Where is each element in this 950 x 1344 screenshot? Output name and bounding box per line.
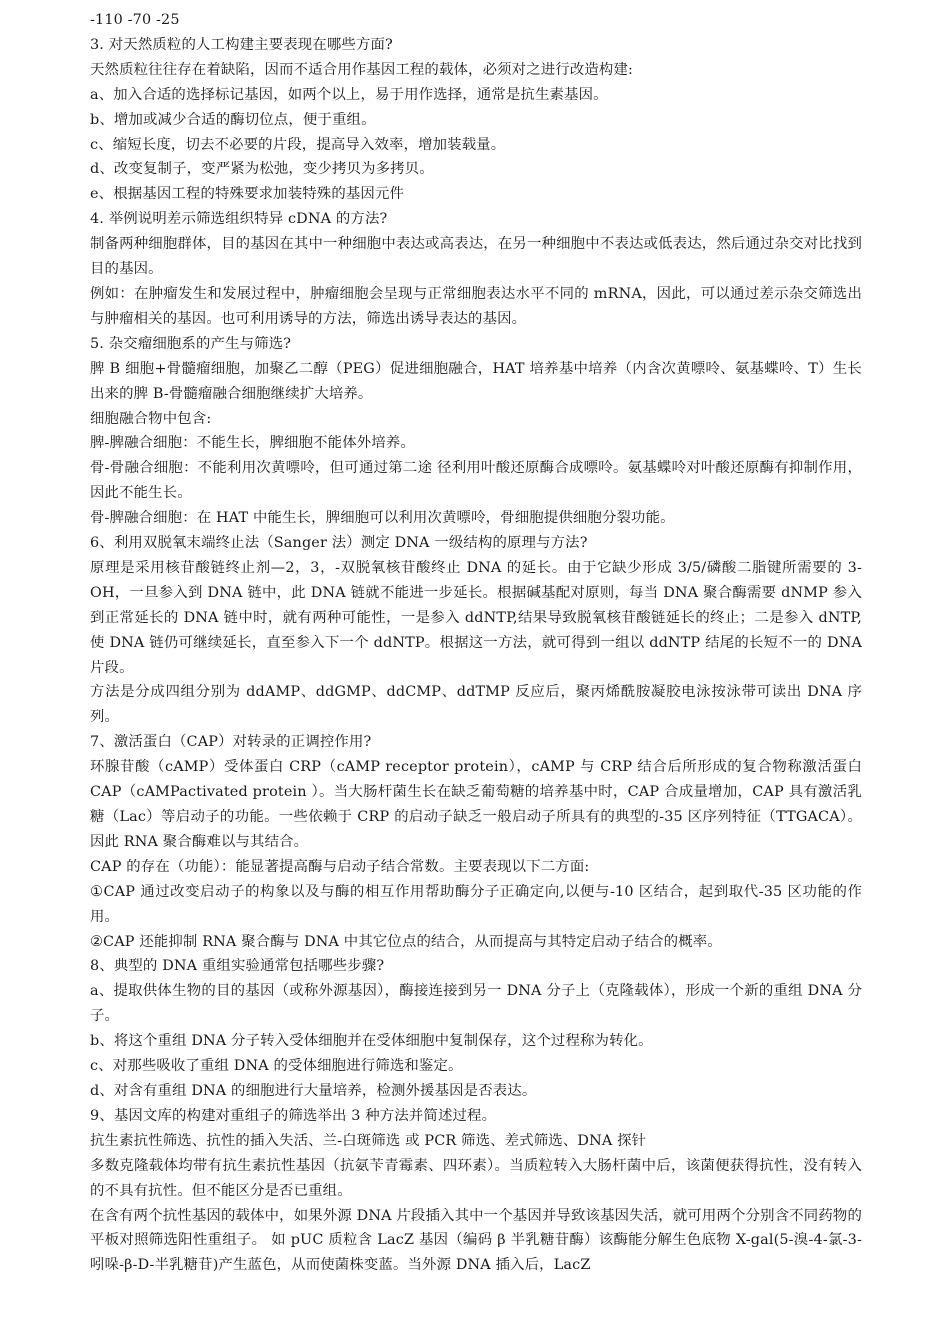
- question-heading: 6、利用双脱氧末端终止法（Sanger 法）测定 DNA 一级结构的原理与方法?: [90, 535, 588, 552]
- paragraph: 在含有两个抗性基因的载体中，如果外源 DNA 片段插入其中一个基因并导致该基因失活，就可用两个分别含不同药物的平板对照筛选阳性重组子。 如 pUC 质粒含 LacZ 基因（编码 β 半乳糖苷酶）该酶能分解生色底物 X-gal(5-溴-4-氯-3-吲哚-β-D-半乳糖苷)产生蓝色，从而使菌株变蓝。当外源 DNA 插入后，LacZ: [90, 1207, 862, 1274]
- list-item: ②CAP 还能抑制 RNA 聚合酶与 DNA 中其它位点的结合，从而提高与其特定启动子结合的概率。: [90, 933, 722, 950]
- list-item: ①CAP 通过改变启动子的构象以及与酶的相互作用帮助酶分子正确定向,以便与-10 区结合，起到取代-35 区功能的作用。: [90, 883, 862, 925]
- paragraph: CAP 的存在（功能）：能显著提高酶与启动子结合常数。主要表现以下二方面:: [90, 858, 590, 875]
- paragraph: 多数克隆载体均带有抗生素抗性基因（抗氨苄青霉素、四环素）。当质粒转入大肠杆菌中后，该菌便获得抗性，没有转入的不具有抗性。但不能区分是否已重组。: [90, 1157, 862, 1199]
- question-heading: 3. 对天然质粒的人工构建主要表现在哪些方面?: [90, 36, 393, 53]
- paragraph: 方法是分成四组分别为 ddAMP、ddGMP、ddCMP、ddTMP 反应后，聚丙烯酰胺凝胶电泳按泳带可读出 DNA 序列。: [90, 684, 862, 726]
- paragraph: 脾-脾融合细胞：不能生长，脾细胞不能体外培养。: [90, 435, 415, 452]
- paragraph: 例如：在肿瘤发生和发展过程中，肿瘤细胞会呈现与正常细胞表达水平不同的 mRNA，因此，可以通过差示杂交筛选出与肿瘤相关的基因。也可利用诱导的方法，筛选出诱导表达的基因。: [90, 285, 862, 327]
- list-item: d、对含有重组 DNA 的细胞进行大量培养，检测外援基因是否表达。: [90, 1082, 537, 1099]
- question-heading: 7、激活蛋白（CAP）对转录的正调控作用?: [90, 734, 372, 751]
- paragraph: 制备两种细胞群体，目的基因在其中一种细胞中表达或高表达，在另一种细胞中不表达或低表达，然后通过杂交对比找到目的基因。: [90, 236, 862, 278]
- paragraph: 抗生素抗性筛选、抗性的插入失活、兰-白斑筛选 或 PCR 筛选、差式筛选、DNA 探针: [90, 1132, 647, 1149]
- paragraph: 环腺苷酸（cAMP）受体蛋白 CRP（cAMP receptor protein），cAMP 与 CRP 结合后所形成的复合物称激活蛋白 CAP（cAMPactivated protein ）。当大肠杆菌生长在缺乏葡萄糖的培养基中时，CAP 合成量增加，CAP 具有激活乳糖（Lac）等启动子的功能。一些依赖于 CRP 的启动子缺乏一般启动子所具有的典型的-35 区序列特征（TTGACA）。因此 RNA 聚合酶难以与其结合。: [90, 759, 862, 850]
- question-heading: 5. 杂交瘤细胞系的产生与筛选?: [90, 335, 292, 352]
- paragraph: 脾 B 细胞+骨髓瘤细胞，加聚乙二醇（PEG）促进细胞融合，HAT 培养基中培养（内含次黄嘌呤、氨基蝶呤、T）生长出来的脾 B-骨髓瘤融合细胞继续扩大培养。: [90, 360, 862, 402]
- text-line: -110 -70 -25: [90, 12, 180, 28]
- list-item: a、提取供体生物的目的基因（或称外源基因），酶接连接到另一 DNA 分子上（克隆载体），形成一个新的重组 DNA 分子。: [90, 983, 862, 1025]
- question-heading: 9、基因文库的构建对重组子的筛选举出 3 种方法并简述过程。: [90, 1107, 497, 1124]
- list-item: e、根据基因工程的特殊要求加装特殊的基因元件: [90, 186, 405, 203]
- question-heading: 8、典型的 DNA 重组实验通常包括哪些步骤?: [90, 958, 385, 975]
- list-item: a、加入合适的选择标记基因，如两个以上，易于用作选择，通常是抗生素基因。: [90, 86, 608, 103]
- paragraph: 天然质粒往往存在着缺陷，因而不适合用作基因工程的载体，必须对之进行改造构建:: [90, 61, 634, 78]
- list-item: b、增加或减少合适的酶切位点，便于重组。: [90, 111, 376, 128]
- paragraph: 骨-骨融合细胞：不能利用次黄嘌呤，但可通过第二途 径利用叶酸还原酶合成嘌呤。氨基蝶呤对叶酸还原酶有抑制作用，因此不能生长。: [90, 460, 862, 502]
- paragraph: 细胞融合物中包含:: [90, 410, 212, 427]
- paragraph: 原理是采用核苷酸链终止剂—2，3，-双脱氧核苷酸终止 DNA 的延长。由于它缺少形成 3/5/磷酸二脂键所需要的 3-OH，一旦参入到 DNA 链中，此 DNA 链就不能进一步延长。根据碱基配对原则，每当 DNA 聚合酶需要 dNMP 参入到正常延长的 DNA 链中时，就有两种可能性，一是参入 ddNTP,结果导致脱氧核苷酸链延长的终止；二是参入 dNTP,使 DNA 链仍可继续延长，直至参入下一个 ddNTP。根据这一方法，就可得到一组以 ddNTP 结尾的长短不一的 DNA 片段。: [90, 559, 862, 676]
- paragraph: 骨-脾融合细胞：在 HAT 中能生长，脾细胞可以利用次黄嘌呤，骨细胞提供细胞分裂功能。: [90, 510, 675, 527]
- list-item: b、将这个重组 DNA 分子转入受体细胞并在受体细胞中复制保存，这个过程称为转化。: [90, 1033, 653, 1050]
- document-page: [90, 8, 862, 1338]
- list-item: d、改变复制子，变严紧为松弛，变少拷贝为多拷贝。: [90, 161, 434, 178]
- list-item: c、对那些吸收了重组 DNA 的受体细胞进行筛选和鉴定。: [90, 1058, 463, 1075]
- list-item: c、缩短长度，切去不必要的片段，提高导入效率，增加装载量。: [90, 136, 506, 153]
- question-heading: 4. 举例说明差示筛选组织特异 cDNA 的方法?: [90, 211, 388, 228]
